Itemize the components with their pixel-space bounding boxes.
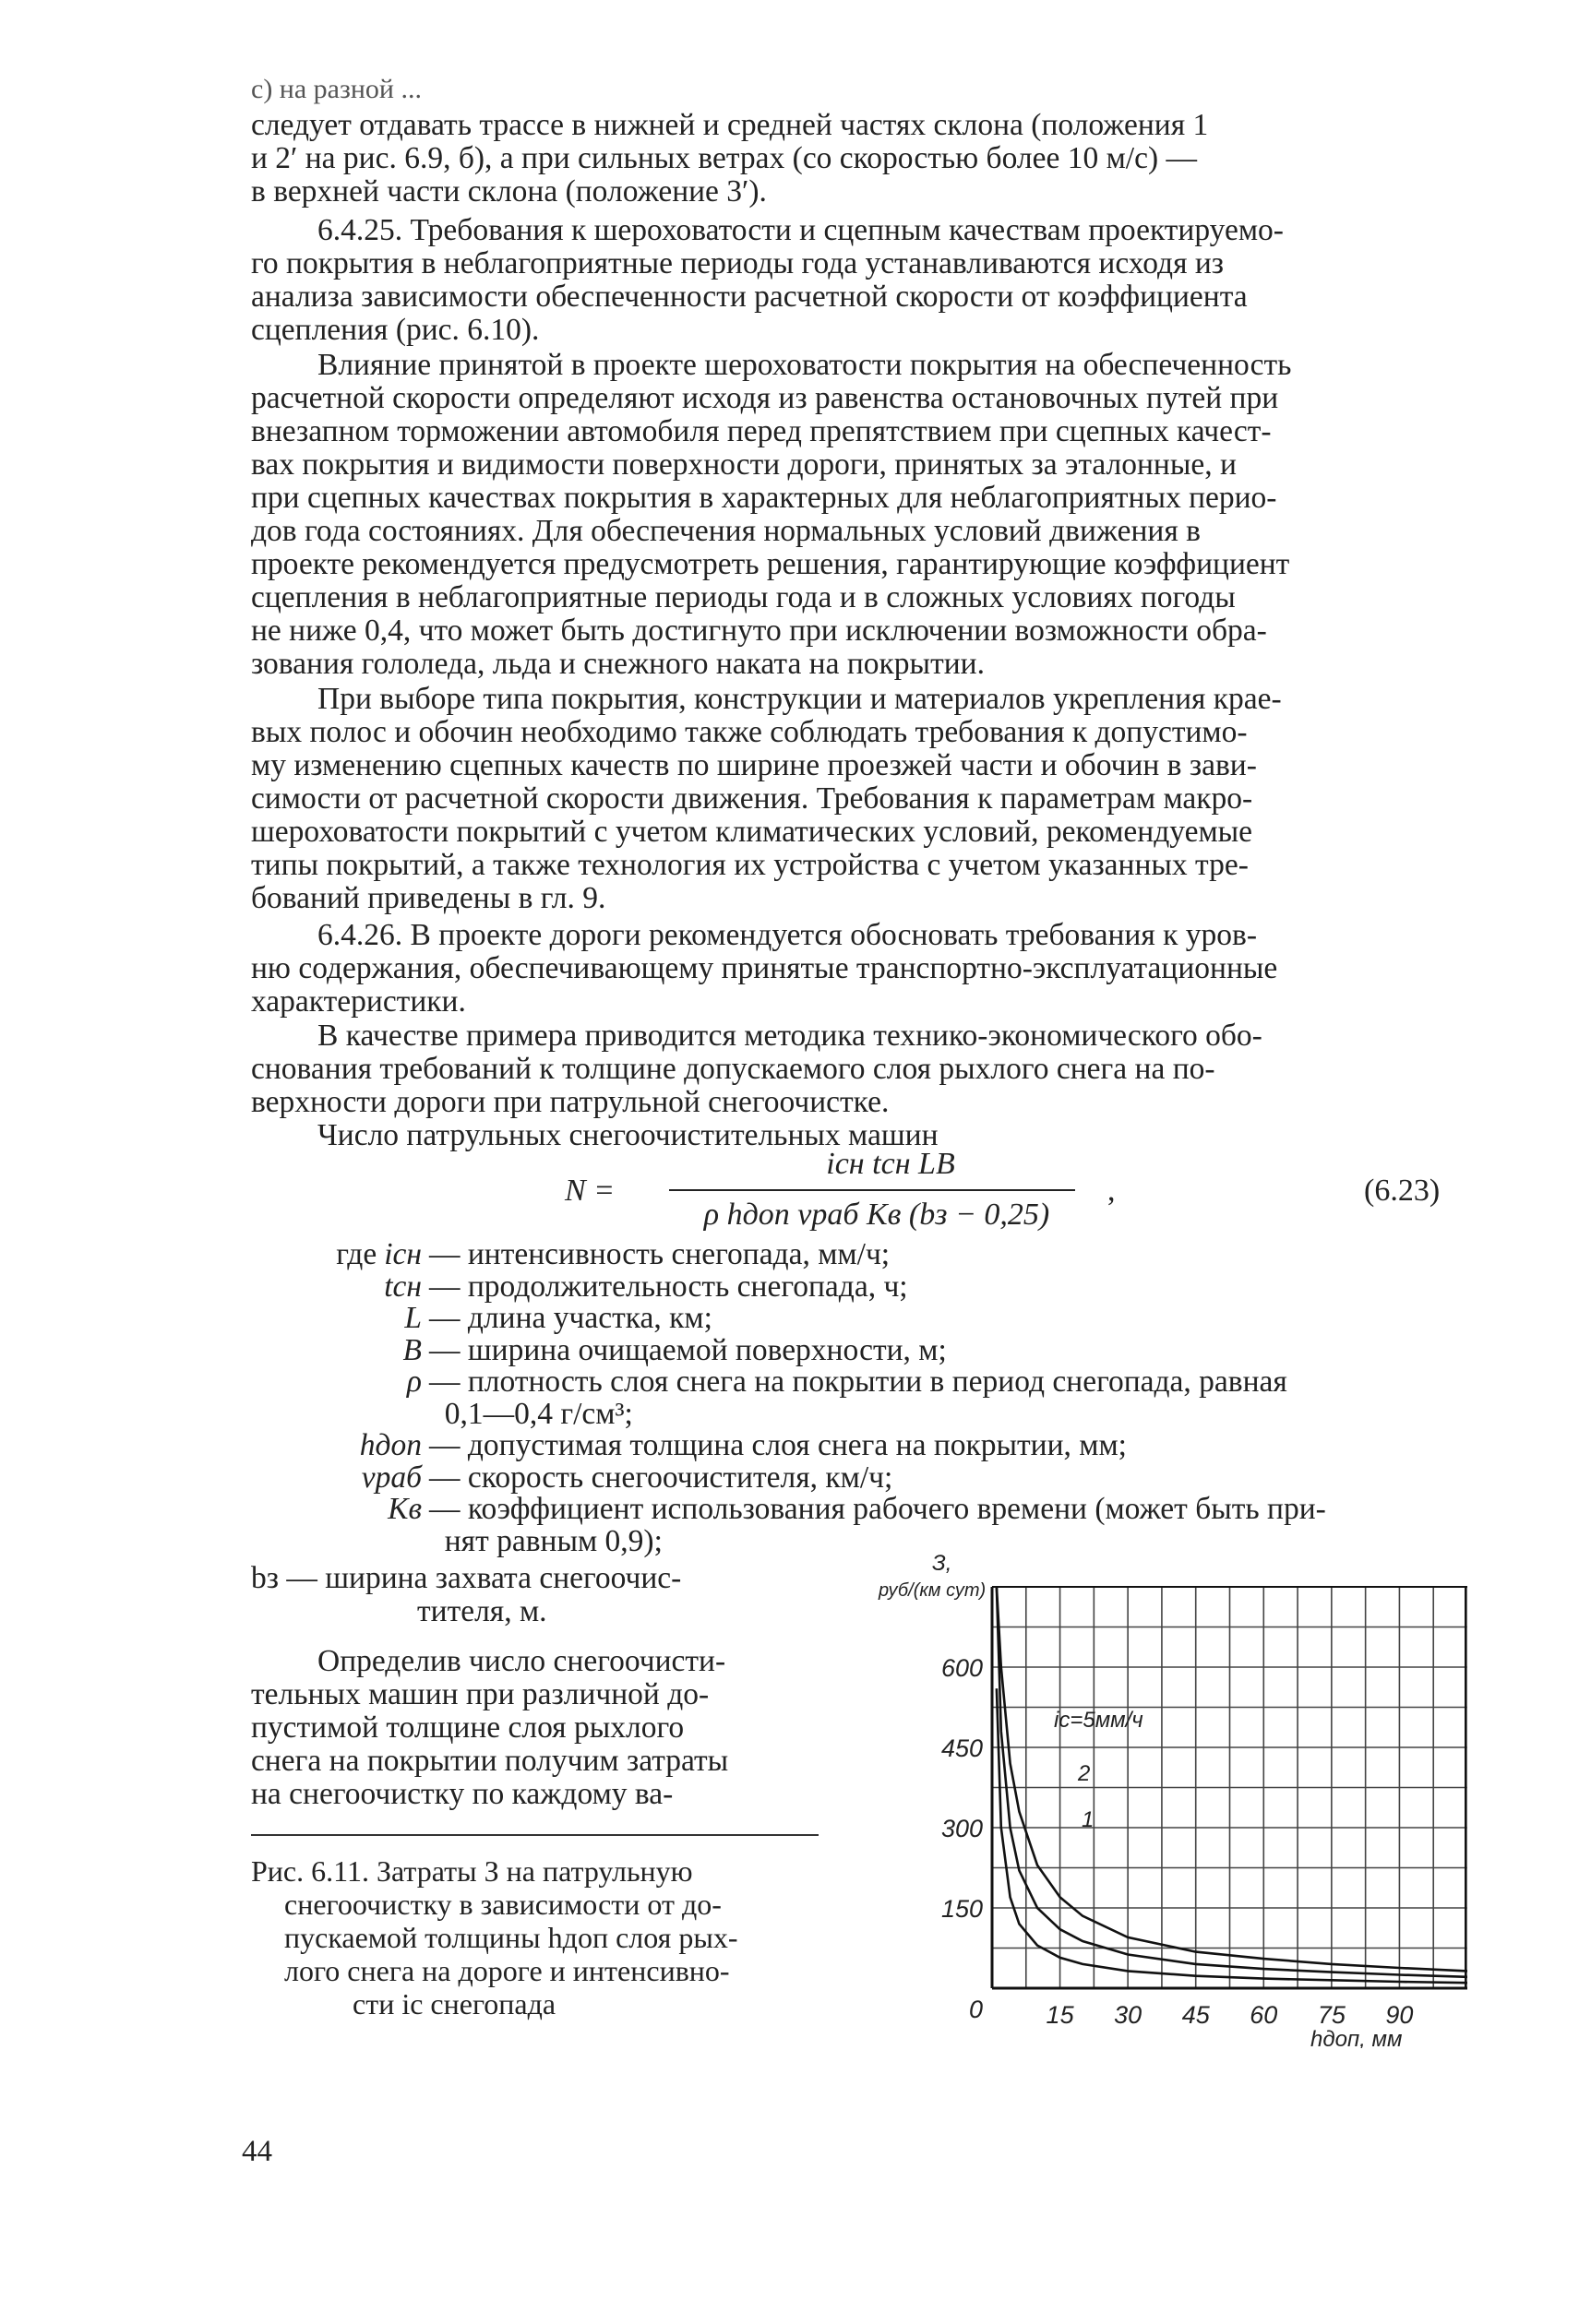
para8-line: тельных машин при различной до- <box>251 1677 710 1711</box>
para1-line: следует отдавать трассе в нижней и средней частях склона (положения 1 <box>251 108 1209 142</box>
definition-text: 0,1—0,4 г/см³; <box>429 1396 633 1431</box>
figure-caption <box>251 1854 823 2020</box>
para8-line: снега на покрытии получим затраты <box>251 1744 729 1778</box>
top-fragment-text: с) на разной ... <box>251 74 422 104</box>
paragraph-2 <box>251 214 1474 347</box>
definition-row <box>251 1396 1474 1431</box>
paragraph-1 <box>251 109 1474 209</box>
para5-line: ню содержания, обеспечивающему принятые транспортно-эксплуатационные <box>251 951 1278 985</box>
x-tick-label: 60 <box>1250 2001 1278 2029</box>
para3-line: вах покрытия и видимости поверхности дороги, принятых за эталонные, и <box>251 447 1237 482</box>
y-axis-label: З, <box>932 1551 952 1576</box>
para2-line: анализа зависимости обеспеченности расчетной скорости от коэффициента <box>251 280 1248 314</box>
y-tick-label: 450 <box>940 1734 983 1762</box>
y-tick-label: 300 <box>940 1815 983 1842</box>
para3-line: Влияние принятой в проекте шероховатости покрытия на обеспеченность <box>317 348 1292 382</box>
definition-symbol: tсн <box>384 1269 422 1304</box>
series-line-3 <box>997 1688 1467 1983</box>
definition-text: — продолжительность снегопада, ч; <box>429 1269 908 1304</box>
caption-rule <box>251 1834 819 1836</box>
series-label-2: 2 <box>1078 1761 1091 1786</box>
para8-line: Определив число снегоочисти- <box>317 1644 726 1678</box>
formula-comma: , <box>1107 1174 1116 1208</box>
top-fragment <box>251 76 1474 103</box>
definition-row <box>251 1462 1474 1495</box>
para4-line: му изменению сцепных качеств по ширине проезжей части и обочин в зави- <box>251 748 1257 782</box>
para3-line: не ниже 0,4, что может быть достигнуто при исключении возможности обра- <box>251 614 1267 648</box>
caption-line: пускаемой толщины hдоп слоя рых- <box>284 1921 738 1954</box>
definition-row <box>251 1430 1474 1462</box>
definition-text: — допустимая толщина слоя снега на покрытии, мм; <box>429 1428 1127 1462</box>
x-tick-label: 30 <box>1114 2001 1142 2029</box>
para2-line: сцепления (рис. 6.10). <box>251 313 540 347</box>
para6-line: снования требований к толщине допускаемого слоя рыхлого снега на по- <box>251 1052 1215 1086</box>
series-label-1: 1 <box>1082 1807 1095 1832</box>
definition-row <box>251 1271 1474 1304</box>
para3-line: сцепления в неблагоприятные периоды года и в сложных условиях погоды <box>251 580 1236 614</box>
para5-line: 6.4.26. В проекте дороги рекомендуется обосновать требования к уров- <box>317 918 1258 952</box>
definition-symbol <box>251 1399 429 1431</box>
paragraph-3 <box>251 349 1474 681</box>
caption-line: сти iс снегопада <box>353 1987 556 2020</box>
bz-definition <box>251 1562 823 1628</box>
series-line-2 <box>997 1587 1467 1977</box>
definition-symbol: Kв <box>388 1492 422 1526</box>
para6-line: В качестве примера приводится методика технико-экономического обо- <box>317 1019 1262 1053</box>
definition-text: — плотность слоя снега на покрытии в период снегопада, равная <box>429 1365 1287 1399</box>
para8-line: пустимой толщине слоя рыхлого <box>251 1710 685 1745</box>
paragraph-5 <box>251 919 1474 1019</box>
para4-line: При выборе типа покрытия, конструкции и материалов укрепления крае- <box>317 682 1282 716</box>
definition-text: — скорость снегоочистителя, км/ч; <box>429 1460 893 1495</box>
definition-row <box>251 1494 1474 1526</box>
para3-line: расчетной скорости определяют исходя из равенства остановочных путей при <box>251 381 1279 415</box>
para5-line: характеристики. <box>251 984 466 1019</box>
bz-line: тителя, м. <box>417 1594 547 1628</box>
para4-line: вых полос и обочин необходимо также соблюдать требования к допустимо- <box>251 715 1248 749</box>
x-tick-label: 90 <box>1385 2001 1414 2029</box>
para3-line: зования гололеда, льда и снежного наката на покрытии. <box>251 647 985 681</box>
caption-line: снегоочистку в зависимости от до- <box>284 1888 722 1921</box>
equation-number: (6.23) <box>1364 1174 1441 1208</box>
caption-line: лого снега на дороге и интенсивно- <box>284 1954 730 1987</box>
page-number: 44 <box>242 2135 272 2168</box>
x-axis-label: hдоп, мм <box>1310 2027 1403 2048</box>
definition-text: — коэффициент использования рабочего времени (может быть при- <box>429 1492 1326 1526</box>
formula-numerator: iсн tсн LB <box>826 1147 955 1181</box>
y-tick-label: 150 <box>940 1895 983 1923</box>
para7-line: Число патрульных снегоочистительных машин <box>317 1118 939 1152</box>
definition-symbol: ρ <box>406 1365 422 1399</box>
definition-symbol: hдоп <box>359 1428 422 1462</box>
cost-chart <box>877 1550 1467 2048</box>
definition-text: нят равным 0,9); <box>429 1523 663 1558</box>
definition-row <box>251 1239 1474 1271</box>
y-axis-unit: руб/(км сут) <box>879 1580 987 1601</box>
x-tick-label: 75 <box>1317 2001 1346 2029</box>
para8-line: на снегоочистку по каждому ва- <box>251 1777 674 1811</box>
formula-lhs: N = <box>565 1174 616 1208</box>
definition-text: — интенсивность снегопада, мм/ч; <box>429 1237 891 1271</box>
para4-line: бований приведены в гл. 9. <box>251 881 606 915</box>
para3-line: внезапном торможении автомобиля перед препятствием при сцепных качест- <box>251 414 1272 448</box>
para6-line: верхности дороги при патрульной снегоочистке. <box>251 1085 890 1119</box>
paragraph-6 <box>251 1019 1474 1119</box>
definition-symbol: B <box>402 1332 422 1367</box>
paragraph-8 <box>251 1645 823 1811</box>
series-line-1 <box>997 1587 1467 1971</box>
definitions-list <box>251 1239 1474 1557</box>
formula-denominator: ρ hдоп vраб Kв (bз − 0,25) <box>703 1198 1050 1232</box>
definition-row <box>251 1366 1474 1399</box>
y-tick-label: 0 <box>968 1996 983 2023</box>
definition-row <box>251 1303 1474 1335</box>
definition-text: — ширина очищаемой поверхности, м; <box>429 1332 947 1367</box>
definition-symbol: L <box>404 1301 422 1335</box>
para4-line: шероховатости покрытий с учетом климатических условий, рекомендуемые <box>251 815 1253 849</box>
para3-line: при сцепных качествах покрытия в характерных для неблагоприятных перио- <box>251 481 1277 515</box>
para1-line: в верхней части склона (положение 3′). <box>251 174 767 209</box>
definition-symbol: vраб <box>361 1460 422 1495</box>
caption-line: Рис. 6.11. Затраты З на патрульную <box>251 1854 693 1888</box>
definition-symbol <box>251 1526 429 1558</box>
para2-line: го покрытия в неблагоприятные периоды года устанавливаются исходя из <box>251 246 1225 280</box>
chart-grid <box>992 1587 1467 1988</box>
definition-text: — длина участка, км; <box>429 1301 712 1335</box>
y-tick-label: 600 <box>940 1654 983 1682</box>
definition-symbol: iсн <box>384 1237 422 1271</box>
fraction-bar <box>669 1189 1075 1191</box>
paragraph-4 <box>251 683 1474 915</box>
definition-prefix: где <box>336 1237 377 1271</box>
bz-line: bз — ширина захвата снегоочис- <box>251 1561 682 1595</box>
para4-line: типы покрытий, а также технология их устройства с учетом указанных тре- <box>251 848 1249 882</box>
definition-row <box>251 1332 1474 1367</box>
para3-line: проекте рекомендуется предусмотреть решения, гарантирующие коэффициент <box>251 547 1290 581</box>
x-tick-label: 45 <box>1181 2001 1210 2029</box>
chart-series <box>997 1587 1467 1983</box>
series-annotation: iс=5мм/ч <box>1054 1708 1143 1733</box>
para2-line: 6.4.25. Требования к шероховатости и сцепным качествам проектируемо- <box>317 213 1284 247</box>
para3-line: дов года состояниях. Для обеспечения нормальных условий движения в <box>251 514 1201 548</box>
para1-line: и 2′ на рис. 6.9, б), а при сильных ветрах (со скоростью более 10 м/с) — <box>251 141 1197 175</box>
para4-line: симости от расчетной скорости движения. Требования к параметрам макро- <box>251 781 1253 816</box>
x-tick-label: 15 <box>1046 2001 1074 2029</box>
